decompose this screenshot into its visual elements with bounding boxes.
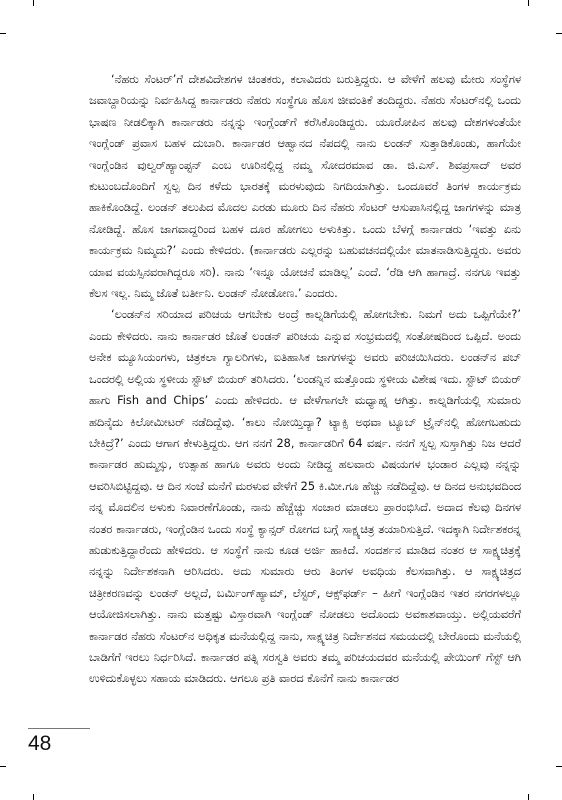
page-number: 48 xyxy=(28,732,52,755)
body-text xyxy=(89,69,521,690)
crop-mark-top-left-h xyxy=(0,33,6,34)
crop-mark-top-right-v xyxy=(528,0,529,6)
crop-mark-bottom-right-h xyxy=(556,766,562,767)
crop-mark-bottom-left-h xyxy=(0,766,6,767)
crop-mark-top-left-v xyxy=(33,0,34,6)
crop-mark-top-right-h xyxy=(556,33,562,34)
paragraph: ‘ನೆಹರು ಸೆಂಟರ್’ಗೆ ದೇಶವಿದೇಶಗಳ ಚಿಂತಕರು, ಕಲಾವಿದರು ಬರುತ್ತಿದ್ದರು. ಆ ವೇಳೆಗೆ ಹಲವು ಮೇರು ಸಂಸ್ಥೆಗಳ ಜವಾಬ್ದಾರಿಯನ್ನು ನಿರ್ವಹಿಸಿದ್ದ ಕಾರ್ನಾಡರು ನೆಹರು ಸಂಸ್ಥೆಗೂ ಹೊಸ ಜೀವಂತಿಕೆ ತಂದಿದ್ದರು. ನೆಹರು ಸೆಂಟರ್‌ನಲ್ಲಿ ಒಂದು ಭಾಷಣ ನೀಡಲಿಕ್ಕಾಗಿ ಕಾರ್ನಾಡರು ನನ್ನನ್ನು ಇಂಗ್ಲೆಂಡ್‌ಗೆ ಕರೆಸಿಕೊಂಡಿದ್ದರು. ಯೂರೋಪಿನ ಹಲವು ದೇಶಗಳಂತೆಯೇ ಇಂಗ್ಲೆಂಡ್ ಪ್ರವಾಸ ಬಹಳ ದುಬಾರಿ. ಕಾರ್ನಾಡರ ಆಹ್ವಾನದ ನೆಪದಲ್ಲಿ ನಾನು ಲಂಡನ್ ಸುತ್ತಾಡಿಕೊಂಡು, ಹಾಗೆಯೇ ಇಂಗ್ಲೆಂಡಿನ ವುಲ್ವರ್‌ಹ್ಯಾಂಪ್ಟನ್ ಎಂಬ ಊರಿನಲ್ಲಿದ್ದ ನಮ್ಮ ಸೋದರಮಾವ ಡಾ. ಜಿ.ಎಸ್. ಶಿವಪ್ರಸಾದ್ ಅವರ ಕುಟುಂಬದೊಂದಿಗೆ ಸ್ವಲ್ಪ ದಿನ ಕಳೆದು ಭಾರತಕ್ಕೆ ಮರಳುವುದು ನಿಗದಿಯಾಗಿತ್ತು. ಒಂದೂವರೆ ತಿಂಗಳ ಕಾರ್ಯಕ್ರಮ ಹಾಕಿಕೊಂಡಿದ್ದೆ. ಲಂಡನ್ ತಲುಪಿದ ಮೊದಲ ಎರಡು ಮೂರು ದಿನ ನೆಹರು ಸೆಂಟರ್ ಆಸುಪಾಸಿನಲ್ಲಿದ್ದ ಜಾಗಗಳನ್ನು ಮಾತ್ರ ನೋಡಿದ್ದೆ. ಹೊಸ ಜಾಗವಾದ್ದರಿಂದ ಬಹಳ ದೂರ ಹೋಗಲು ಅಳುಕಿತ್ತು. ಒಂದು ಬೆಳಗ್ಗೆ ಕಾರ್ನಾಡರು ‘ಇವತ್ತು ಏನು ಕಾರ್ಯಕ್ರಮ ನಿಮ್ಮದು?’ ಎಂದು ಕೇಳಿದರು. (ಕಾರ್ನಾಡರು ಎಲ್ಲರನ್ನು ಬಹುವಚನದಲ್ಲಿಯೇ ಮಾತನಾಡಿಸುತ್ತಿದ್ದರು. ಅವರು ಯಾವ ವಯಸ್ಸಿನವರಾಗಿದ್ದರೂ ಸರಿ). ನಾನು ‘ಇನ್ನೂ ಯೋಚನೆ ಮಾಡಿಲ್ಲ’ ಎಂದೆ. ‘ರೆಡಿ ಆಗಿ ಹಾಗಾದ್ರೆ. ನನಗೂ ಇವತ್ತು ಕೆಲಸ ಇಲ್ಲ. ನಿಮ್ಮ ಜೊತೆ ಬರ್ತೀನಿ. ಲಂಡನ್ ನೋಡೋಣ.’ ಎಂದರು. xyxy=(89,73,521,301)
page-number-rule xyxy=(28,728,90,729)
crop-mark-bottom-right-v xyxy=(528,794,529,800)
crop-mark-bottom-left-v xyxy=(33,794,34,800)
paragraph: ‘ಲಂಡನ್‌ನ ಸರಿಯಾದ ಪರಿಚಯ ಆಗಬೇಕು ಅಂದ್ರೆ ಕಾಲ್ನಡಿಗೆಯಲ್ಲಿ ಹೋಗಬೇಕು. ನಿಮಗೆ ಅದು ಒಪ್ಪಿಗೆಯೇ?’ ಎಂದು ಕೇಳಿದರು. ನಾನು ಕಾರ್ನಾಡರ ಜೊತೆ ಲಂಡನ್ ಪರಿಚಯ ಎನ್ನುವ ಸಂಭ್ರಮದಲ್ಲಿ ಸಂತೋಷದಿಂದ ಒಪ್ಪಿದೆ. ಅಂದು ಅನೇಕ ಮ್ಯೂಸಿಯಂಗಳು, ಚಿತ್ರಕಲಾ ಗ್ಯಾಲರಿಗಳು, ಐತಿಹಾಸಿಕ ಜಾಗಗಳನ್ನು ಅವರು ಪರಿಚಯಿಸಿದರು. ಲಂಡನ್‌ನ ಪಬ್ ಒಂದರಲ್ಲಿ ಅಲ್ಲಿಯ ಸ್ಥಳೀಯ ಸ್ಟೌಟ್ ಬಿಯರ್ ತರಿಸಿದರು. ‘ಲಂಡನ್ನಿನ ಮತ್ತೊಂದು ಸ್ಥಳೀಯ ವಿಶೇಷ ಇದು. ಸ್ಟೌಟ್ ಬಿಯರ್ ಹಾಗು Fish and Chips’ ಎಂದು ಹೇಳಿದರು. ಆ ವೇಳೆಗಾಗಲೇ ಮಧ್ಯಾಹ್ನ ಆಗಿತ್ತು. ಕಾಲ್ನಡಿಗೆಯಲ್ಲಿ ಸುಮಾರು ಹದಿನೈದು ಕಿಲೋಮೀಟರ್ ನಡೆದಿದ್ದೆವು. ‘ಕಾಲು ನೋಯ್ತಿದ್ಯಾ? ಟ್ಯಾಕ್ಸಿ ಅಥವಾ ಟ್ಯೂಬ್ ಟ್ರೈನ್‌ನಲ್ಲಿ ಹೋಗಬಹುದು ಬೇಕಿದ್ರೆ?’ ಎಂದು ಆಗಾಗ ಕೇಳುತ್ತಿದ್ದರು. ಆಗ ನನಗೆ 28, ಕಾರ್ನಾಡರಿಗೆ 64 ವರ್ಷ. ನನಗೆ ಸ್ವಲ್ಪ ಸುಸ್ತಾಗಿತ್ತು ನಿಜ ಆದರೆ ಕಾರ್ನಾಡರ ಹುಮ್ಮಸ್ಸು, ಉತ್ಸಾಹ ಹಾಗೂ ಅವರು ಅಂದು ನೀಡಿದ್ದ ಹಲವಾರು ವಿಷಯಗಳ ಭಂಡಾರ ಎಲ್ಲವು ನನ್ನನ್ನು ಆವರಿಸಿಬಿಟ್ಟಿದ್ದವು. ಆ ದಿನ ಸಂಜೆ ಮನೆಗೆ ಮರಳುವ ವೇಳೆಗೆ 25 ಕಿ.ಮೀ.ಗೂ ಹೆಚ್ಚು ನಡೆದಿದ್ದೆವು. ಆ ದಿನದ ಅನುಭವದಿಂದ ನನ್ನ ಮೊದಲಿನ ಅಳುಕು ನಿವಾರಣೆಗೊಂಡು, ನಾನು ಹೆಚ್ಚೆಚ್ಚು ಸಂಚಾರ ಮಾಡಲು ಪ್ರಾರಂಭಿಸಿದೆ. ಅದಾದ ಕೆಲವು ದಿನಗಳ ನಂತರ ಕಾರ್ನಾಡರು, ಇಂಗ್ಲೆಂಡಿನ ಒಂದು ಸಂಸ್ಥೆ ಕ್ಯಾನ್ಸರ್ ರೋಗದ ಬಗ್ಗೆ ಸಾಕ್ಷ್ಯಚಿತ್ರ ತಯಾರಿಸುತ್ತಿದೆ. ಇದಕ್ಕಾಗಿ ನಿರ್ದೇಶಕರನ್ನ ಹುಡುಕುತ್ತಿದ್ದಾರೆಂದು ಹೇಳಿದರು. ಆ ಸಂಸ್ಥೆಗೆ ನಾನು ಕೂಡ ಅರ್ಜಿ ಹಾಕಿದೆ. ಸಂದರ್ಶನ ಮಾಡಿದ ನಂತರ ಆ ಸಾಕ್ಷ್ಯಚಿತ್ರಕ್ಕೆ ನನ್ನನ್ನು ನಿರ್ದೇಶಕನಾಗಿ ಆರಿಸಿದರು. ಅದು ಸುಮಾರು ಆರು ತಿಂಗಳ ಅವಧಿಯ ಕೆಲಸವಾಗಿತ್ತು. ಆ ಸಾಕ್ಷ್ಯಚಿತ್ರದ ಚಿತ್ರೀಕರಣವನ್ನು ಲಂಡನ್ ಅಲ್ಲದೆ, ಬರ್ಮಿಂಗ್‌ಹ್ಯಾಮ್, ಲೆಸ್ಟರ್, ಆಕ್ಸ್‌ಫರ್ಡ್ – ಹೀಗೆ ಇಂಗ್ಲೆಂಡಿನ ಇತರ ನಗರಗಳಲ್ಲೂ ಆಯೋಜಿಸಲಾಗಿತ್ತು. ನಾನು ಮತ್ತಷ್ಟು ವಿಸ್ತಾರವಾಗಿ ಇಂಗ್ಲೆಂಡ್ ನೋಡಲು ಅದೊಂದು ಅವಕಾಶವಾಯ್ತು. ಅಲ್ಲಿಯವರೆಗೆ ಕಾರ್ನಾಡರ ನೆಹರು ಸೆಂಟರ್‌ನ ಅಧಿಕೃತ ಮನೆಯಲ್ಲಿದ್ದ ನಾನು, ಸಾಕ್ಷ್ಯಚಿತ್ರ ನಿರ್ದೇಶನದ ಸಮಯದಲ್ಲಿ ಬೇರೊಂದು ಮನೆಯಲ್ಲಿ ಬಾಡಿಗೆಗೆ ಇರಲು ನಿರ್ಧರಿಸಿದೆ. ಕಾರ್ನಾಡರ ಪತ್ನಿ ಸರಸ್ವತಿ ಅವರು ತಮ್ಮ ಪರಿಚಯದವರ ಮನೆಯಲ್ಲಿ ಪೇಯಿಂಗ್ ಗೆಸ್ಟ್ ಆಗಿ ಉಳಿದುಕೊಳ್ಳಲು ಸಹಾಯ ಮಾಡಿದರು. ಆಗಲೂ ಪ್ರತಿ ವಾರದ ಕೊನೆಗೆ ನಾನು ಕಾರ್ನಾಡರ xyxy=(89,308,521,686)
